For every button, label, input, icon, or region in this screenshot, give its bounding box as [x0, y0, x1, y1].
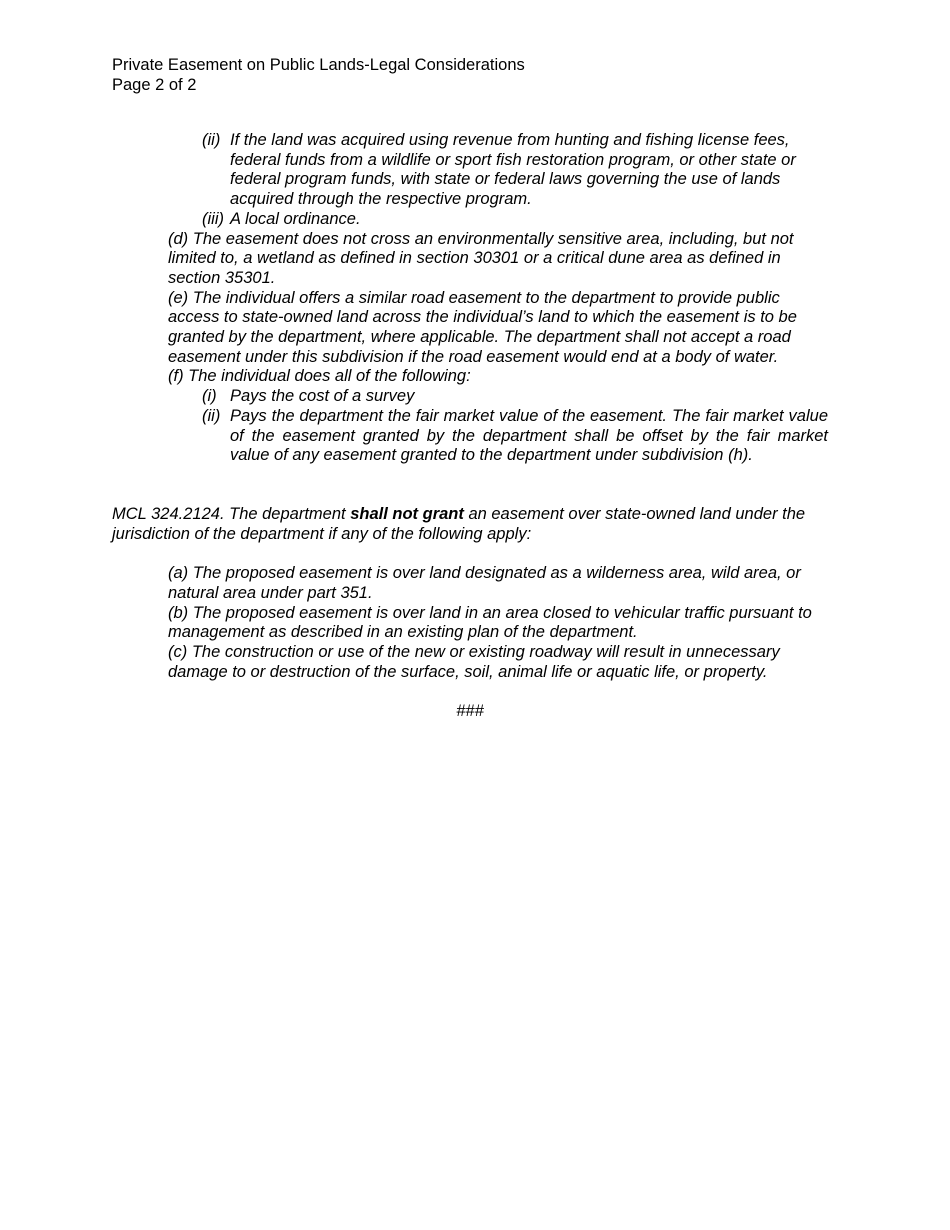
- end-mark: ###: [456, 701, 484, 720]
- mcl-prefix: MCL 324.2124. The department: [112, 504, 351, 523]
- paragraph-d: (d) The easement does not cross an environmentally sensitive area, including, but not limited to, a wetland as defined in section 30301 or a critical dune area as defined in section 35301.: [168, 229, 794, 287]
- list-item-f-i: [202, 387, 828, 407]
- paragraph-e: (e) The individual offers a similar road easement to the department to provide public access to state-owned land across the individual’s land to which the easement is to be granted by the department, where applicable. The department shall not accept a road easement under this subdivision if the road easement would end at a body of water.: [168, 288, 797, 366]
- list-text: Pays the cost of a survey: [230, 387, 415, 406]
- paragraph-f: (f) The individual does all of the following:: [168, 367, 471, 386]
- prohibition-b: (b) The proposed easement is over land in an area closed to vehicular traffic pursuant to management as described in an existing plan of the department.: [168, 603, 812, 642]
- prohibition-c: (c) The construction or use of the new or existing roadway will result in unnecessary damage to or destruction of the surface, soil, animal life or aquatic life, or property.: [168, 643, 780, 681]
- document-title: Private Easement on Public Lands-Legal Considerations: [112, 56, 525, 74]
- list-number: (ii): [202, 406, 221, 425]
- page-number: Page 2 of 2: [112, 75, 197, 94]
- prohibitions-list: [112, 564, 828, 682]
- prohibition-a: (a) The proposed easement is over land designated as a wilderness area, wild area, or natural area under part 351.: [168, 564, 801, 603]
- list-item-ii: [202, 131, 828, 210]
- list-item-iii: [202, 210, 828, 230]
- list-number: (ii): [202, 131, 221, 149]
- list-text: Pays the department the fair market value of the easement. The fair market value of the easement granted by the department shall be offset by the fair market value of any easement granted to the department under subdivision (h).: [230, 406, 828, 465]
- list-text: If the land was acquired using revenue from hunting and fishing license fees, federal funds from a wildlife or sport fish restoration program, or other state or federal program funds, with state or federal laws governing the use of lands acquired through the respective program.: [230, 131, 796, 209]
- list-text: A local ordinance.: [230, 209, 361, 228]
- document-body: [112, 131, 828, 721]
- list-item-f-ii: [202, 407, 828, 466]
- mcl-bold-phrase: shall not grant: [350, 504, 464, 523]
- list-number: (iii): [202, 209, 224, 228]
- mcl-paragraph: [112, 505, 828, 544]
- mcl-suffix: an easement over state-owned land under the jurisdiction of the department if any of the following apply:: [112, 504, 806, 543]
- list-number: (i): [202, 387, 217, 406]
- page-header: [112, 56, 525, 95]
